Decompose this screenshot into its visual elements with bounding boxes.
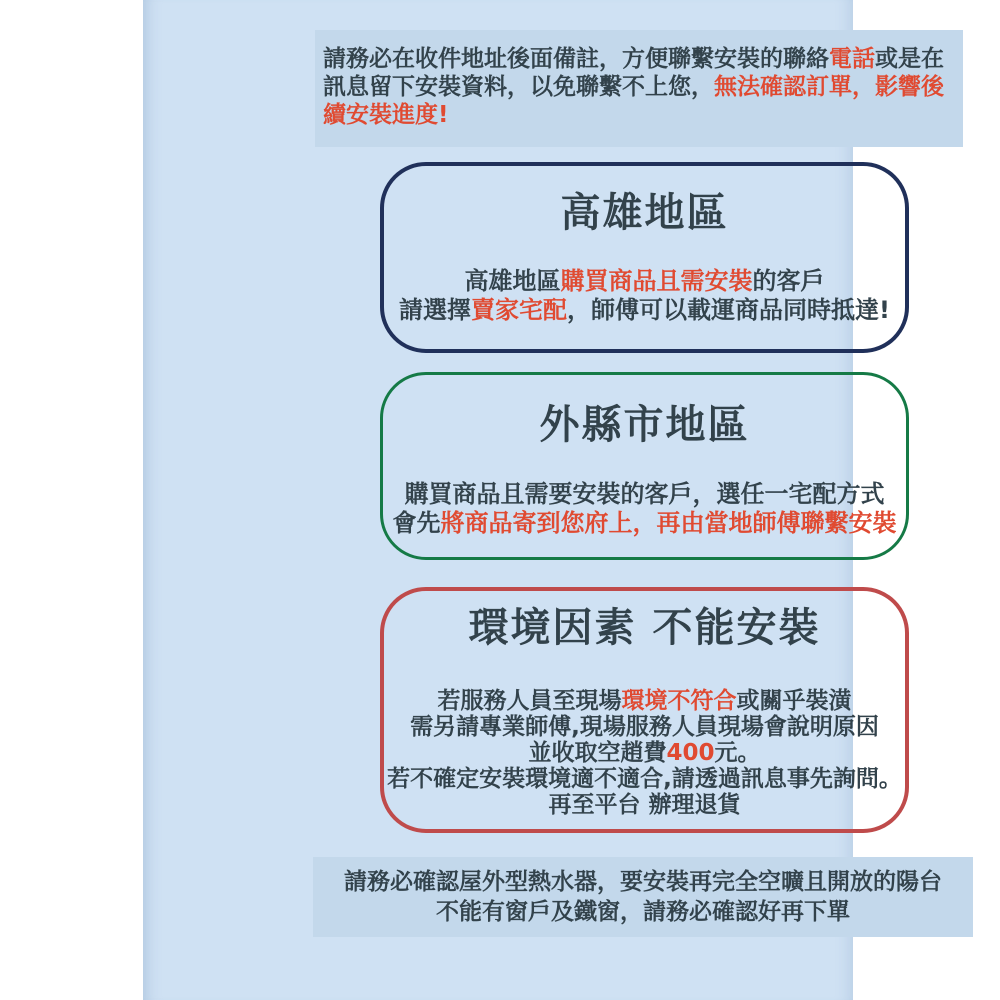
notice-line: [323, 73, 955, 101]
body-line: [384, 792, 905, 818]
body-line: [384, 267, 905, 296]
text-segment: 的客戶: [752, 267, 825, 295]
text-segment: 若不確定安裝環境適不適合,請透過訊息事先詢問。: [387, 766, 902, 792]
bottom-notice: [313, 857, 973, 937]
text-segment: 或關乎裝潢: [736, 688, 852, 714]
text-segment: 續安裝進度!: [323, 102, 449, 128]
notice-line: [321, 867, 965, 897]
text-segment: 無法確認訂單，影響後: [714, 74, 944, 100]
body-line: [384, 740, 905, 766]
body-line: [383, 509, 906, 538]
notice-line: [321, 897, 965, 927]
text-segment: 並收取空趙費: [528, 740, 667, 766]
text-segment: 元。: [714, 740, 761, 766]
info-box-other-counties: [380, 372, 909, 560]
text-segment: 購買商品且需安裝: [560, 267, 753, 295]
text-segment: 請選擇: [399, 296, 472, 324]
top-notice: [315, 30, 963, 147]
box-title: 環境因素 不能安裝: [468, 605, 821, 651]
body-line: [384, 714, 905, 740]
text-segment: 賣家宅配: [471, 296, 568, 324]
box-body: [384, 688, 905, 818]
content-strip: [143, 0, 944, 1000]
text-segment: 將商品寄到您府上，再由當地師傅聯繫安裝: [440, 509, 897, 537]
text-segment: 再至平台 辦理退貨: [548, 792, 741, 818]
box-body: [383, 480, 906, 538]
notice-line: [323, 101, 955, 129]
text-segment: 若服務人員至現場: [437, 688, 622, 714]
body-line: [384, 688, 905, 714]
text-segment: 不能有窗戶及鐵窗，請務必確認好再下單: [436, 899, 850, 925]
box-body: [384, 267, 905, 325]
body-line: [384, 296, 905, 325]
text-segment: 400: [666, 740, 715, 766]
info-box-kaohsiung: [380, 162, 909, 353]
text-segment: 購買商品且需要安裝的客戶，選任一宅配方式: [404, 480, 885, 508]
text-segment: 環境不符合: [621, 688, 737, 714]
info-box-environment: [380, 587, 909, 833]
box-title: 外縣市地區: [539, 402, 750, 448]
text-segment: ，師傅可以載運商品同時抵達!: [567, 296, 890, 324]
text-segment: 或是在: [875, 46, 944, 72]
text-segment: 請務必在收件地址後面備註，方便聯繫安裝的聯絡: [323, 46, 829, 72]
body-line: [383, 480, 906, 509]
text-segment: 會先: [392, 509, 441, 537]
text-segment: 請務必確認屋外型熱水器，要安裝再完全空曠且開放的陽台: [344, 869, 942, 895]
text-segment: 高雄地區: [464, 267, 561, 295]
text-segment: 訊息留下安裝資料，以免聯繫不上您，: [323, 74, 714, 100]
text-segment: 電話: [829, 46, 875, 72]
box-title: 高雄地區: [560, 190, 729, 236]
body-line: [384, 766, 905, 792]
notice-line: [323, 45, 955, 73]
text-segment: 需另請專業師傅,現場服務人員現場會說明原因: [410, 714, 879, 740]
